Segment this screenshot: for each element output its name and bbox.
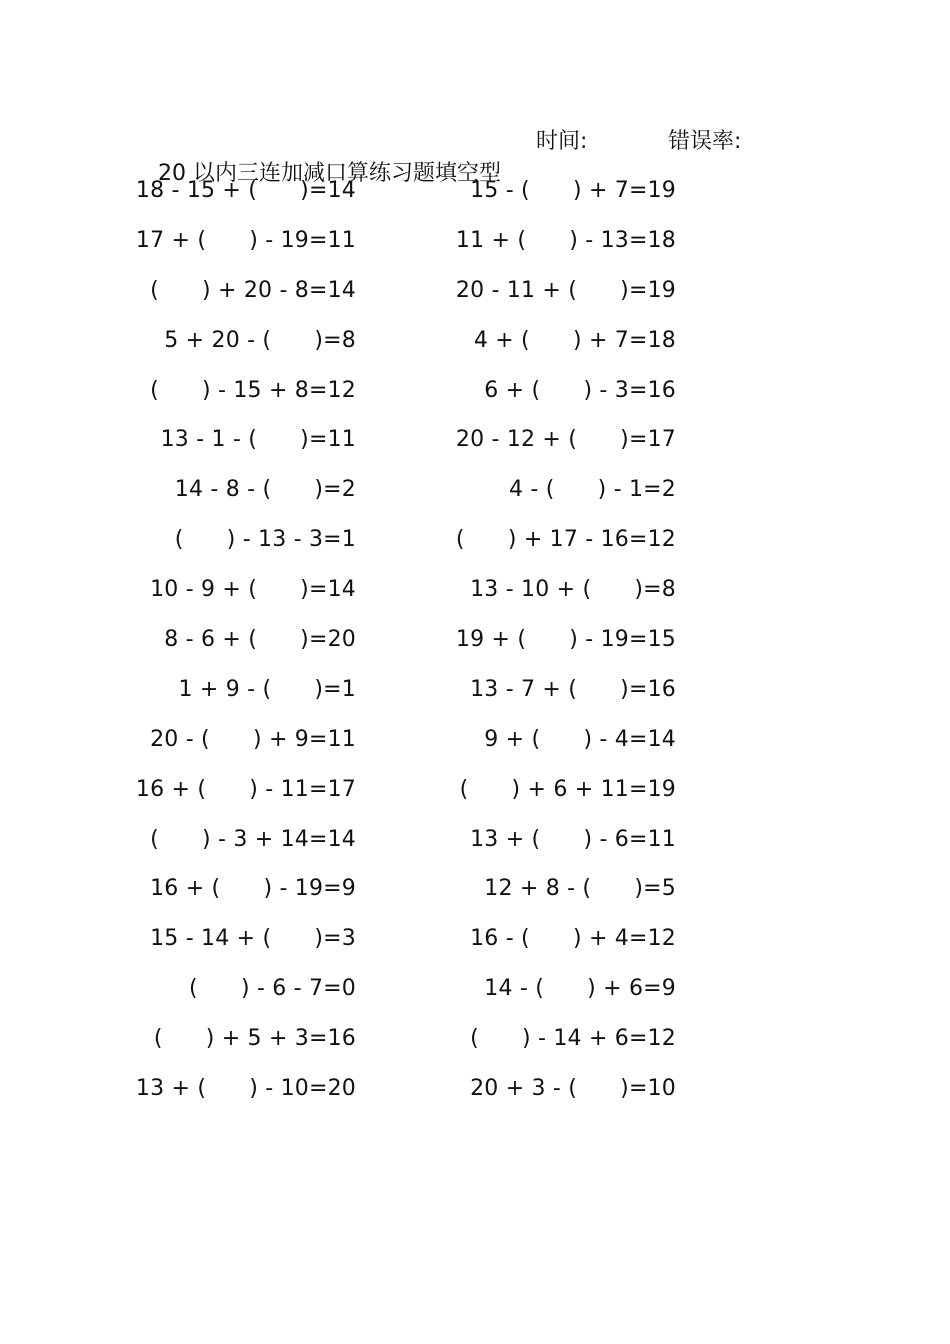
problem-row — [0, 473, 950, 523]
problem-left: 20 - ( ) + 9=11 — [150, 726, 356, 752]
problem-row — [0, 872, 950, 922]
problem-right: 14 - ( ) + 6=9 — [484, 976, 676, 1002]
problem-left: ( ) - 13 - 3=1 — [174, 527, 356, 553]
problem-left: 17 + ( ) - 19=11 — [135, 227, 356, 253]
problem-left: 1 + 9 - ( )=1 — [178, 676, 356, 702]
problem-row — [0, 423, 950, 473]
problem-row — [0, 374, 950, 424]
problem-row — [0, 224, 950, 274]
problem-row — [0, 623, 950, 673]
problem-right: 20 + 3 - ( )=10 — [470, 1076, 676, 1102]
problem-right: 20 - 11 + ( )=19 — [455, 277, 676, 303]
problem-row — [0, 922, 950, 972]
problem-left: 8 - 6 + ( )=20 — [164, 627, 356, 653]
error-rate-label: 错误率: — [668, 129, 742, 154]
problem-left: 16 + ( ) - 19=9 — [150, 876, 356, 902]
problem-right: ( ) + 6 + 11=19 — [459, 776, 676, 802]
problem-row — [0, 823, 950, 873]
problem-row — [0, 1072, 950, 1122]
problem-row — [0, 1022, 950, 1072]
problem-right: 12 + 8 - ( )=5 — [484, 876, 676, 902]
problem-grid — [0, 174, 950, 1122]
problem-left: ( ) - 3 + 14=14 — [150, 826, 356, 852]
problem-row — [0, 523, 950, 573]
problem-left: ( ) + 5 + 3=16 — [153, 1026, 356, 1052]
problem-right: 13 - 7 + ( )=16 — [470, 676, 676, 702]
problem-row — [0, 723, 950, 773]
problem-left: ( ) + 20 - 8=14 — [150, 277, 356, 303]
problem-right: 13 + ( ) - 6=11 — [470, 826, 676, 852]
problem-right: 4 - ( ) - 1=2 — [509, 477, 676, 503]
problem-row — [0, 573, 950, 623]
problem-left: 16 + ( ) - 11=17 — [135, 776, 356, 802]
problem-row — [0, 174, 950, 224]
problem-right: ( ) + 17 - 16=12 — [455, 527, 676, 553]
time-label: 时间: — [536, 129, 588, 154]
worksheet-title: 20 以内三连加减口算练习题填空型 — [158, 161, 501, 186]
problem-left: 15 - 14 + ( )=3 — [150, 926, 356, 952]
problem-right: 20 - 12 + ( )=17 — [455, 427, 676, 453]
problem-right: 13 - 10 + ( )=8 — [470, 577, 676, 603]
problem-left: 18 - 15 + ( )=14 — [135, 178, 356, 203]
problem-left: ( ) - 15 + 8=12 — [150, 377, 356, 403]
problem-right: 4 + ( ) + 7=18 — [473, 327, 676, 353]
problem-row — [0, 972, 950, 1022]
problem-right: ( ) - 14 + 6=12 — [470, 1026, 676, 1052]
problem-right: 19 + ( ) - 19=15 — [455, 627, 676, 653]
problem-left: 13 + ( ) - 10=20 — [135, 1076, 356, 1102]
problem-row — [0, 274, 950, 324]
problem-right: 6 + ( ) - 3=16 — [484, 377, 676, 403]
problem-row — [0, 773, 950, 823]
problem-right: 9 + ( ) - 4=14 — [484, 726, 676, 752]
problem-left: 13 - 1 - ( )=11 — [160, 427, 356, 453]
problem-left: 10 - 9 + ( )=14 — [150, 577, 356, 603]
problem-right: 15 - ( ) + 7=19 — [470, 178, 676, 203]
problem-left: 14 - 8 - ( )=2 — [174, 477, 356, 503]
problem-row — [0, 673, 950, 723]
problem-row — [0, 324, 950, 374]
worksheet-header — [144, 126, 742, 186]
problem-right: 11 + ( ) - 13=18 — [455, 227, 676, 253]
problem-right: 16 - ( ) + 4=12 — [470, 926, 676, 952]
problem-left: ( ) - 6 - 7=0 — [189, 976, 356, 1002]
problem-left: 5 + 20 - ( )=8 — [164, 327, 356, 353]
